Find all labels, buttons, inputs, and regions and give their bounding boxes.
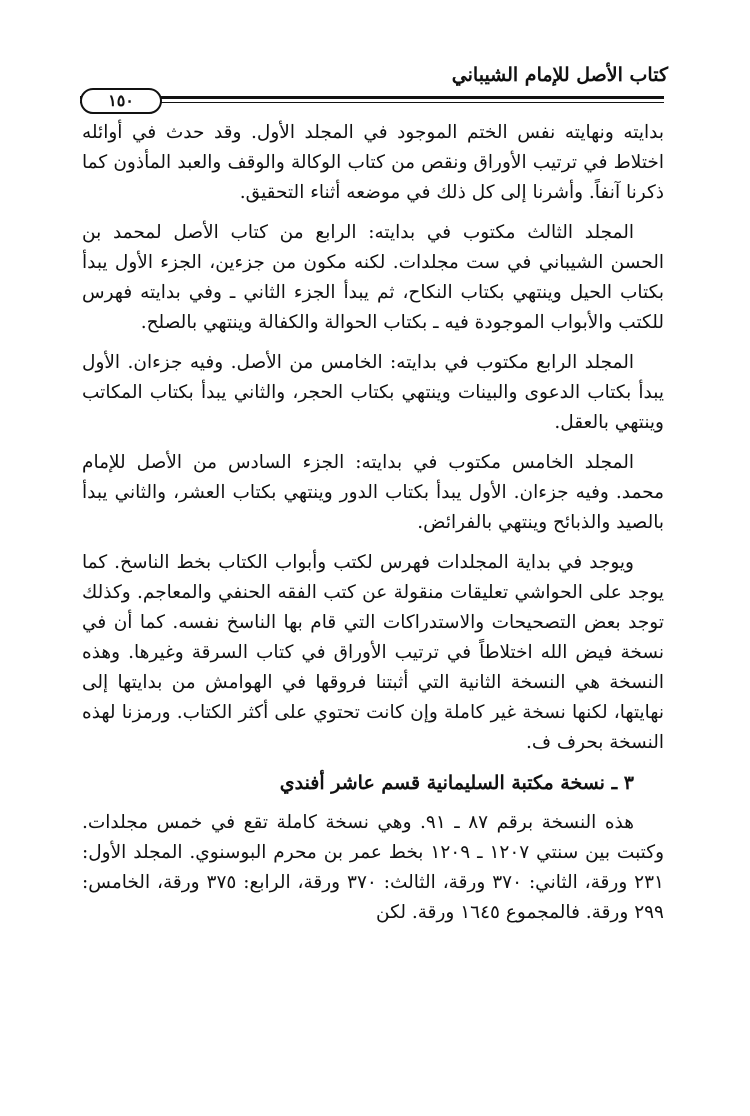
running-title: كتاب الأصل للإمام الشيباني bbox=[451, 64, 668, 86]
paragraph-2: المجلد الثالث مكتوب في بدايته: الرابع من كتاب الأصل لمحمد بن الحسن الشيباني في ست مجلدات. لكنه مكون من جزءين، الجزء الأول يبدأ بكتاب الحيل وينتهي بكتاب النكاح، ثم يبدأ الجزء الثاني ـ وفي بدايته فهرس للكتب والأبواب الموجودة فيه ـ بكتاب الحوالة والكفالة وينتهي بالصلح. bbox=[82, 222, 664, 333]
paragraph-4: المجلد الخامس مكتوب في بدايته: الجزء السادس من الأصل للإمام محمد. وفيه جزءان. الأول يبدأ بكتاب الدور وينتهي بكتاب العشر، والثاني يبدأ بالصيد والذبائح وينتهي بالفرائض. bbox=[82, 452, 664, 533]
header-rule bbox=[80, 88, 664, 112]
header-rule-thin bbox=[80, 102, 664, 103]
paragraph-3: المجلد الرابع مكتوب في بدايته: الخامس من الأصل. وفيه جزءان. الأول يبدأ بكتاب الدعوى والبينات وينتهي بكتاب الحجر، والثاني يبدأ بكتاب المكاتب وينتهي بالعقل. bbox=[82, 352, 664, 433]
page-number: ١٥٠ bbox=[80, 88, 162, 114]
page-body bbox=[82, 118, 664, 938]
paragraph-6: هذه النسخة برقم ٨٧ ـ ٩١. وهي نسخة كاملة تقع في خمس مجلدات. وكتبت بين سنتي ١٢٠٧ ـ ١٢٠٩ بخط عمر بن محرم البوسنوي. المجلد الأول: ٢٣١ ورقة، الثاني: ٣٧٠ ورقة، الثالث: ٣٧٠ ورقة، الرابع: ٣٧٥ ورقة، الخامس: ٢٩٩ ورقة. فالمجموع ١٦٤٥ ورقة. لكن bbox=[82, 812, 664, 923]
header-rule-thick bbox=[80, 96, 664, 99]
paragraph-5: ويوجد في بداية المجلدات فهرس لكتب وأبواب الكتاب بخط الناسخ. كما يوجد على الحواشي تعليقات منقولة عن كتب الفقه الحنفي والمعاجم. وكذلك توجد بعض التصحيحات والاستدراكات التي قام بها الناسخ نفسه. كما أن في نسخة فيض الله اختلاطاً في ترتيب الأوراق في كتاب السرقة وغيرها. وهذه النسخة هي النسخة الثانية التي أثبتنا فروقها في الهوامش من بدايتها إلى نهايتها، لكنها نسخة غير كاملة وإن كانت تحتوي على أكثر الكتاب. ورمزنا لهذه النسخة بحرف ف. bbox=[82, 552, 664, 753]
section-heading: ٣ ـ نسخة مكتبة السليمانية قسم عاشر أفندي bbox=[279, 772, 634, 794]
paragraph-1: بدايته ونهايته نفس الختم الموجود في المجلد الأول. وقد حدث في أوائله اختلاط في ترتيب الأوراق ونقص من كتاب الوكالة والوقف والعبد المأذون كما ذكرنا آنفاً. وأشرنا إلى كل ذلك في موضعه أثناء التحقيق. bbox=[82, 122, 664, 203]
